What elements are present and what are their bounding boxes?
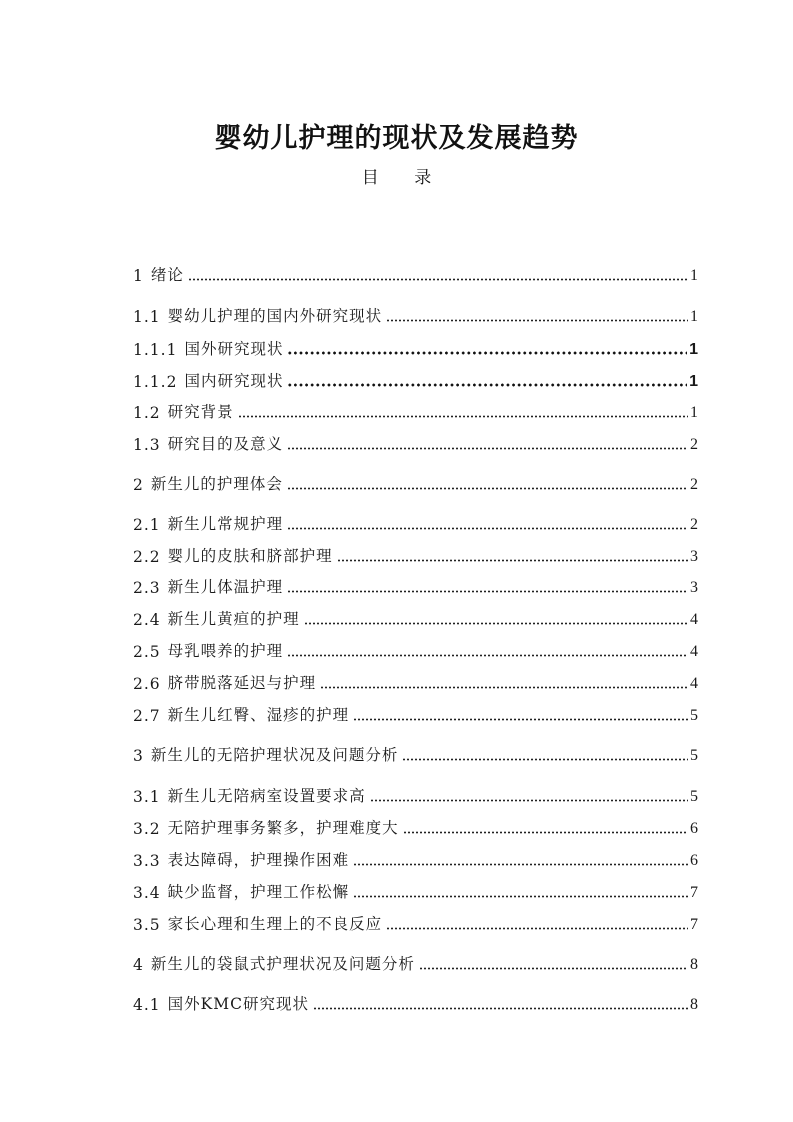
- toc-leader-dots: [287, 590, 688, 593]
- toc-entry-label: 新生儿无陪病室设置要求高: [167, 787, 366, 805]
- toc-entry[interactable]: [133, 878, 698, 902]
- toc-entry-number: 2.7: [133, 707, 161, 725]
- toc-heading: 目 录: [361, 168, 432, 188]
- toc-entry[interactable]: [133, 302, 698, 326]
- toc-leader-dots: [402, 758, 688, 761]
- toc-entry-page: 1: [690, 267, 698, 284]
- toc-entry-page: 4: [690, 643, 698, 660]
- toc-entry-page: 5: [690, 747, 698, 764]
- toc-entry-page: 1: [689, 373, 698, 390]
- toc-leader-dots: [304, 622, 688, 625]
- toc-entry-number: 2.3: [133, 579, 161, 597]
- toc-entry-number: 2.5: [133, 643, 161, 661]
- toc-entry-label: 脐带脱落延迟与护理: [167, 674, 317, 692]
- toc-entry-number: 3.2: [133, 820, 161, 838]
- toc-entry[interactable]: [133, 669, 698, 693]
- toc-entry-number: 1.1: [133, 308, 161, 326]
- toc-leader-dots: [403, 831, 688, 834]
- toc-entry[interactable]: [133, 814, 698, 838]
- toc-entry[interactable]: [133, 741, 698, 765]
- toc-entry-page: 2: [690, 516, 698, 533]
- toc-entry-number: 1.2: [133, 404, 161, 422]
- toc-leader-dots: [238, 415, 688, 418]
- toc-leader-dots: [287, 487, 688, 490]
- toc-entry-label: 新生儿的袋鼠式护理状况及问题分析: [150, 955, 415, 973]
- toc-leader-dots: [287, 351, 687, 355]
- toc-entry-label: 新生儿的护理体会: [150, 475, 283, 493]
- toc-entry-number: 3.3: [133, 852, 161, 870]
- toc-entry[interactable]: [133, 782, 698, 806]
- toc-entry[interactable]: [133, 846, 698, 870]
- toc-entry-number: 2.2: [133, 548, 161, 566]
- toc-entry[interactable]: [133, 335, 698, 359]
- toc-leader-dots: [287, 383, 687, 387]
- toc-entry-number: 3: [133, 747, 144, 765]
- toc-entry-page: 8: [690, 956, 698, 973]
- toc-entry-page: 3: [690, 548, 698, 565]
- toc-entry-number: 1.1.2: [133, 373, 178, 391]
- toc-entry-label: 新生儿体温护理: [167, 578, 284, 596]
- toc-entry-label: 婴幼儿护理的国内外研究现状: [167, 307, 383, 325]
- toc-leader-dots: [353, 863, 688, 866]
- toc-entry-number: 3.5: [133, 916, 161, 934]
- toc-leader-dots: [353, 895, 688, 898]
- toc-entry-number: 2.4: [133, 611, 161, 629]
- toc-entry-page: 7: [690, 916, 698, 933]
- toc-leader-dots: [337, 559, 688, 562]
- toc-entry-number: 4: [133, 956, 144, 974]
- toc-leader-dots: [353, 718, 688, 721]
- toc-entry-number: 3.1: [133, 788, 161, 806]
- toc-entry[interactable]: [133, 510, 698, 534]
- toc-entry-page: 1: [690, 308, 698, 325]
- toc-entry[interactable]: [133, 950, 698, 974]
- toc-entry-label: 国外KMC研究现状: [167, 995, 309, 1013]
- toc-entry-number: 2: [133, 476, 144, 494]
- toc-entry-label: 母乳喂养的护理: [167, 642, 284, 660]
- toc-entry-number: 1.1.1: [133, 341, 178, 359]
- toc-leader-dots: [386, 927, 688, 930]
- toc-entry-page: 3: [690, 579, 698, 596]
- toc-entry-label: 表达障碍，护理操作困难: [167, 851, 350, 869]
- toc-entry-label: 国内研究现状: [184, 372, 284, 390]
- toc-entry-label: 新生儿常规护理: [167, 515, 284, 533]
- toc-entry-label: 新生儿黄疸的护理: [167, 610, 300, 628]
- toc-entry-label: 绪论: [150, 266, 184, 284]
- toc-entry[interactable]: [133, 367, 698, 391]
- toc-entry[interactable]: [133, 701, 698, 725]
- toc-leader-dots: [419, 967, 688, 970]
- toc-entry-number: 3.4: [133, 884, 161, 902]
- toc-entry-number: 2.1: [133, 516, 161, 534]
- toc-entry-page: 5: [690, 788, 698, 805]
- toc-leader-dots: [370, 799, 688, 802]
- toc-entry[interactable]: [133, 542, 698, 566]
- toc-entry[interactable]: [133, 637, 698, 661]
- toc-entry-page: 4: [690, 611, 698, 628]
- toc-leader-dots: [188, 278, 688, 281]
- toc-entry-label: 新生儿的无陪护理状况及问题分析: [150, 746, 399, 764]
- document-title: 婴幼儿护理的现状及发展趋势: [214, 123, 579, 154]
- toc-entry-page: 1: [689, 341, 698, 358]
- toc-entry-page: 7: [690, 884, 698, 901]
- toc-leader-dots: [320, 686, 688, 689]
- toc-entry[interactable]: [133, 398, 698, 422]
- toc-leader-dots: [386, 319, 688, 322]
- toc-entry-page: 1: [690, 404, 698, 421]
- toc-entry-label: 婴儿的皮肤和脐部护理: [167, 547, 333, 565]
- toc-entry-number: 2.6: [133, 675, 161, 693]
- toc-entry-page: 6: [690, 820, 698, 837]
- toc-entry-label: 研究背景: [167, 403, 234, 421]
- toc-entry-label: 国外研究现状: [184, 340, 284, 358]
- toc-leader-dots: [287, 447, 688, 450]
- toc-entry-page: 2: [690, 436, 698, 453]
- toc-entry[interactable]: [133, 470, 698, 494]
- toc-entry[interactable]: [133, 573, 698, 597]
- toc-entry-page: 8: [690, 996, 698, 1013]
- toc-entry-page: 5: [690, 707, 698, 724]
- toc-leader-dots: [287, 654, 688, 657]
- toc-entry[interactable]: [133, 430, 698, 454]
- toc-entry-number: 4.1: [133, 996, 161, 1014]
- toc-leader-dots: [313, 1007, 688, 1010]
- toc-entry[interactable]: [133, 261, 698, 285]
- toc-entry-number: 1: [133, 267, 144, 285]
- toc-entry-page: 6: [690, 852, 698, 869]
- toc-leader-dots: [287, 527, 688, 530]
- toc-entry[interactable]: [133, 605, 698, 629]
- toc-entry-label: 缺少监督，护理工作松懈: [167, 883, 350, 901]
- toc-entry-page: 4: [690, 675, 698, 692]
- toc-entry-label: 研究目的及意义: [167, 435, 284, 453]
- toc-entry[interactable]: [133, 990, 698, 1014]
- toc-entry-label: 家长心理和生理上的不良反应: [167, 915, 383, 933]
- toc-entry-label: 新生儿红臀、湿疹的护理: [167, 706, 350, 724]
- toc-entry-number: 1.3: [133, 436, 161, 454]
- toc-entry-page: 2: [690, 476, 698, 493]
- toc-entry[interactable]: [133, 910, 698, 934]
- toc-entry-label: 无陪护理事务繁多，护理难度大: [167, 819, 399, 837]
